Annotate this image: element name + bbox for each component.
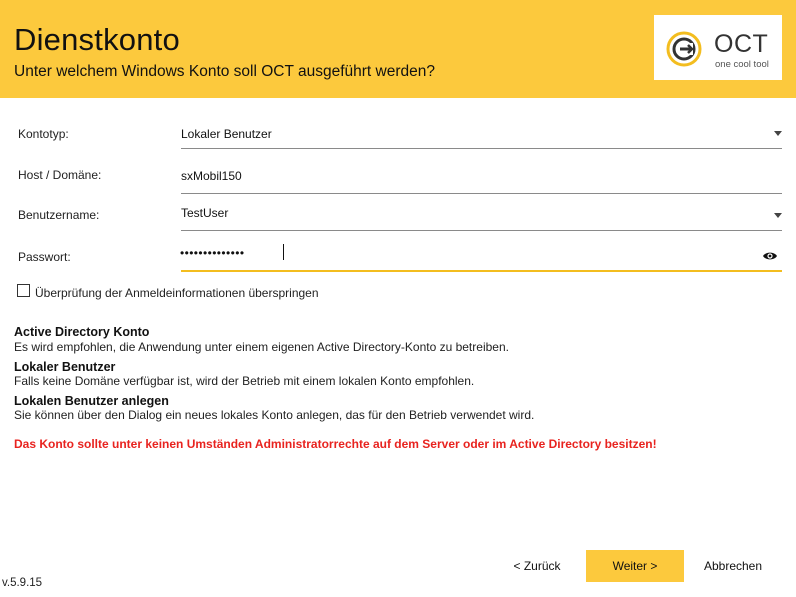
info-heading-ad: Active Directory Konto xyxy=(14,325,150,339)
info-text-local: Falls keine Domäne verfügbar ist, wird der Betrieb mit einem lokalen Konto empfohlen. xyxy=(14,374,475,388)
account-type-underline xyxy=(181,148,782,149)
admin-rights-warning: Das Konto sollte unter keinen Umständen Administratorrechte auf dem Server oder im Active Directory besitzen! xyxy=(14,437,657,451)
logo-name: OCT xyxy=(714,30,769,58)
info-text-ad: Es wird empfohlen, die Anwendung unter einem eigenen Active Directory-Konto zu betreiben. xyxy=(14,340,509,354)
version-label: v.5.9.15 xyxy=(2,577,43,589)
host-domain-input[interactable]: sxMobil150 xyxy=(181,169,242,183)
eye-icon[interactable] xyxy=(762,250,778,262)
skip-credential-check-checkbox[interactable] xyxy=(17,284,30,297)
page-subtitle: Unter welchem Windows Konto soll OCT ausgeführt werden? xyxy=(14,63,435,80)
skip-credential-check-label[interactable]: Überprüfung der Anmeldeinformationen überspringen xyxy=(35,286,319,300)
text-caret xyxy=(283,244,284,260)
header-banner xyxy=(0,0,796,98)
password-label: Passwort: xyxy=(18,250,71,264)
password-underline xyxy=(181,270,782,272)
account-type-select[interactable]: Lokaler Benutzer xyxy=(181,127,272,141)
info-heading-create: Lokalen Benutzer anlegen xyxy=(14,394,169,408)
cancel-button[interactable]: Abbrechen xyxy=(697,550,769,582)
info-heading-local: Lokaler Benutzer xyxy=(14,360,116,374)
host-domain-underline xyxy=(181,193,782,194)
logo-tagline: one cool tool xyxy=(715,59,769,70)
password-input[interactable]: •••••••••••••• xyxy=(180,246,245,260)
username-chevron-down-icon[interactable] xyxy=(774,213,782,218)
username-label: Benutzername: xyxy=(18,208,100,222)
back-button[interactable]: < Zurück xyxy=(505,550,569,582)
account-type-chevron-down-icon[interactable] xyxy=(774,131,782,136)
info-text-create: Sie können über den Dialog ein neues lokales Konto anlegen, das für den Betrieb verwendet wird. xyxy=(14,408,535,422)
oct-logo xyxy=(654,15,782,80)
oct-logo-icon xyxy=(664,29,704,69)
username-underline xyxy=(181,230,782,231)
next-button[interactable]: Weiter > xyxy=(586,550,684,582)
username-combobox[interactable]: TestUser xyxy=(181,206,229,220)
account-type-label: Kontotyp: xyxy=(18,127,69,141)
page-title: Dienstkonto xyxy=(14,22,180,57)
host-domain-label: Host / Domäne: xyxy=(18,168,102,182)
